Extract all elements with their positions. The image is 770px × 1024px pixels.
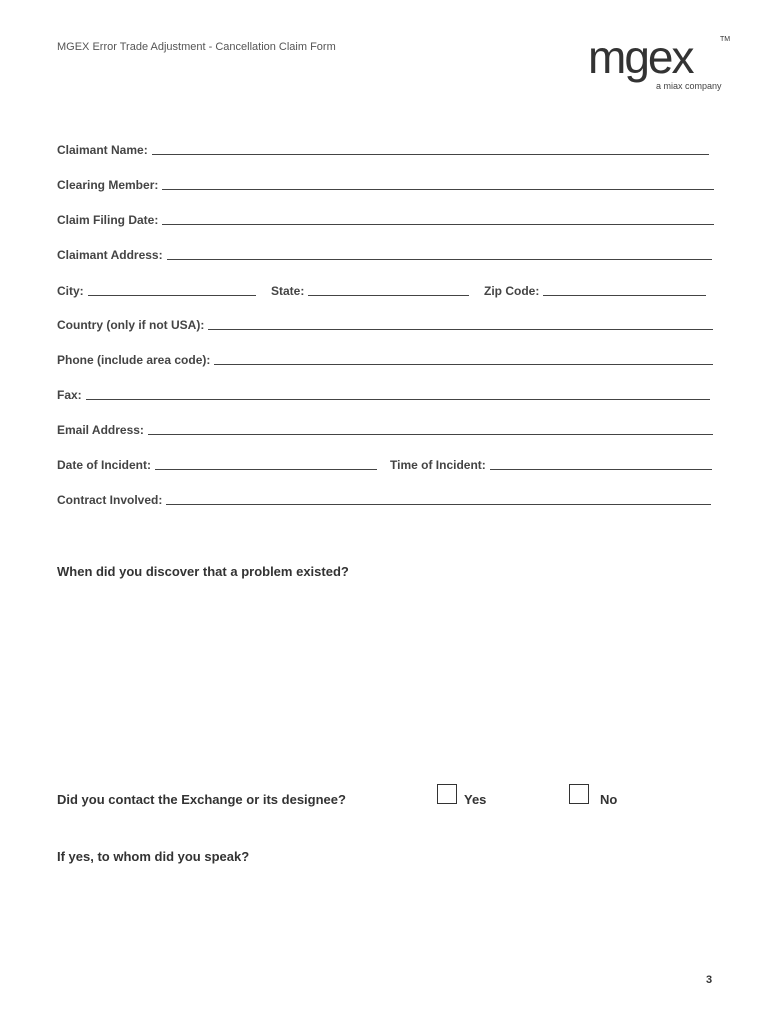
mgex-logo <box>588 31 738 94</box>
yes-checkbox[interactable] <box>437 784 457 804</box>
claim-filing-date-label: Claim Filing Date: <box>57 213 159 227</box>
logo-wordmark: mgex <box>588 31 693 83</box>
claimant-name-line[interactable] <box>152 153 709 155</box>
discover-question: When did you discover that a problem existed? <box>57 564 349 579</box>
date-of-incident-line[interactable] <box>155 468 377 470</box>
form-header-title: MGEX Error Trade Adjustment - Cancellation Claim Form <box>57 41 336 53</box>
city-field[interactable] <box>57 284 256 298</box>
time-of-incident-field[interactable] <box>390 458 712 472</box>
yes-label: Yes <box>464 792 487 807</box>
email-field[interactable] <box>57 423 713 437</box>
claimant-address-line[interactable] <box>167 258 712 260</box>
email-line[interactable] <box>148 433 713 435</box>
contact-question: Did you contact the Exchange or its designee? <box>57 792 346 807</box>
claim-filing-date-line[interactable] <box>162 223 714 225</box>
clearing-member-field[interactable] <box>57 178 714 192</box>
contract-involved-label: Contract Involved: <box>57 493 163 507</box>
contract-involved-line[interactable] <box>166 503 711 505</box>
phone-label: Phone (include area code): <box>57 353 211 367</box>
state-label: State: <box>271 284 305 298</box>
fax-label: Fax: <box>57 388 82 402</box>
time-of-incident-label: Time of Incident: <box>390 458 486 472</box>
phone-field[interactable] <box>57 353 713 367</box>
claimant-address-label: Claimant Address: <box>57 248 163 262</box>
zip-code-line[interactable] <box>543 294 706 296</box>
state-field[interactable] <box>271 284 469 298</box>
whom-question: If yes, to whom did you speak? <box>57 849 250 864</box>
zip-code-label: Zip Code: <box>484 284 540 298</box>
date-of-incident-field[interactable] <box>57 458 377 472</box>
fax-line[interactable] <box>86 398 710 400</box>
city-line[interactable] <box>88 294 256 296</box>
claimant-name-field[interactable] <box>57 143 709 157</box>
page-number: 3 <box>706 974 713 986</box>
clearing-member-line[interactable] <box>162 188 714 190</box>
email-label: Email Address: <box>57 423 144 437</box>
claimant-name-label: Claimant Name: <box>57 143 148 157</box>
state-line[interactable] <box>308 294 469 296</box>
country-field[interactable] <box>57 318 713 332</box>
country-line[interactable] <box>208 328 713 330</box>
phone-line[interactable] <box>214 363 713 365</box>
city-label: City: <box>57 284 84 298</box>
no-checkbox[interactable] <box>569 784 589 804</box>
fax-field[interactable] <box>57 388 710 402</box>
claim-filing-date-field[interactable] <box>57 213 714 227</box>
clearing-member-label: Clearing Member: <box>57 178 159 192</box>
logo-tagline: a miax company <box>656 81 722 91</box>
contract-involved-field[interactable] <box>57 493 711 507</box>
country-label: Country (only if not USA): <box>57 318 205 332</box>
logo-trademark: TM <box>720 36 731 43</box>
zip-code-field[interactable] <box>484 284 706 298</box>
no-label: No <box>600 792 618 807</box>
claimant-address-field[interactable] <box>57 248 712 262</box>
date-of-incident-label: Date of Incident: <box>57 458 152 472</box>
time-of-incident-line[interactable] <box>490 468 712 470</box>
